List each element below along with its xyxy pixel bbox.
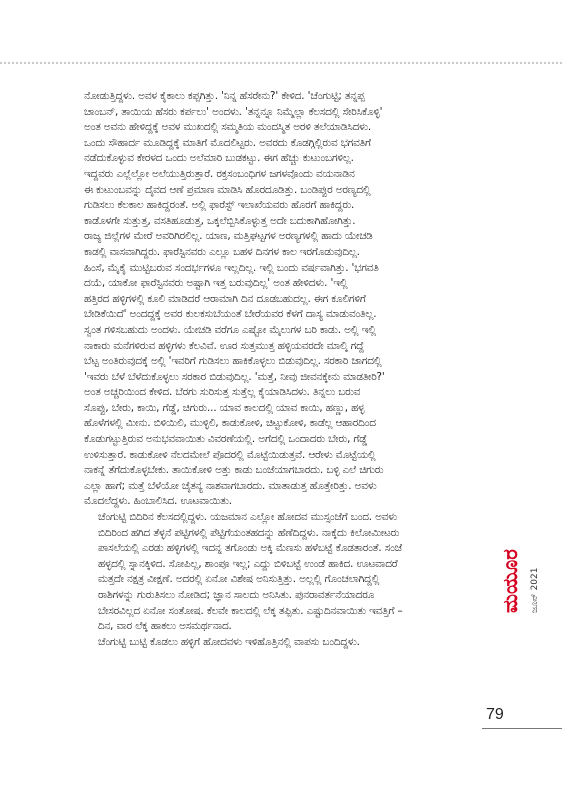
text-line: ಗುಡಿಸಲು ಕೆಲಕಾಲ ಹಾಕಿದ್ದರಂತೆ. ಅಲ್ಲಿ ಫಾರೆಸ್ಟ್ ಇಲಾಖೆಯವರು ಹೊರಗೆ ಹಾಕಿದ್ದರು. <box>84 199 355 212</box>
text-line: ಎಲ್ಲಾ ಹಾಗೆ; ಮತ್ತೆ ಬೆಳೆಯೋ ಚೈತನ್ಯ ನಾಶವಾಗಬಾರದು. ಮಾತಾಡುತ್ತ ಹೊತ್ತೇರಿತ್ತು. ಅವಳು <box>84 479 377 492</box>
text-line: ಚೆಂಗುಟ್ಟಿ ಬಿದಿರಿನ ಕೆಲಸದಲ್ಲಿದ್ದಳು. ಯಜಮಾನ ಎಲ್ಲೋ ಹೋದವ ಮುಸ್ಸಂಜೆಗೆ ಬಂದ. ಅವಳು <box>98 511 398 524</box>
text-line: ಬಿದಿರಿಂದ ಹಗಿದ ತೆಳ್ಳನೆ ಪಟ್ಟಿಗಳಲ್ಲಿ ಪೆಟ್ಟಿಗೆಯಂತಹದನ್ನು ಹೆಣೆದಿದ್ದಳು. ನಾಕ್ಕೆದು ಕಿಲೋಮೀಟರು <box>98 526 400 539</box>
text-line: ರಾಜ್ಯ ಜಿಲ್ಲೆಗಳ ಮೇರೆ ಅವರಿಗಿರಲಿಲ್ಲ. ಯಾಣ, ಮತ್ತಿಘಟ್ಟಗಳ ಅರಣ್ಯಗಳಲ್ಲಿ ಹಾದು ಯೇಚಡಿ <box>84 230 373 243</box>
text-line: ನಾಕಾರು ಮನೆಗಳಿರುವ ಹಳ್ಳಿಗಳು ಕೆಲವಿವೆ. ಊರ ಸುತ್ತಮುತ್ತ ಹಳ್ಳಿಯವರದೇ ಮಾಲ್ಕಿ ಗದ್ದೆ <box>84 339 364 352</box>
top-dotted-rule <box>0 62 562 64</box>
text-line: ನಾಕನ್ನೆ ತೆಗೆದುಕೊಳ್ಳಬೇಕು. ತಾಯಿಕೋಳಿ ಅತ್ತು ಕಾಡು ಬಂಜೆಯಾಗಬಾರದು. ಬಳ್ಳಿ ಎಲೆ ಚಿಗುರು <box>84 464 384 477</box>
text-line: ಅಂತ ಅವನು ಹೇಳಿದ್ದಕ್ಕೆ ಅವಳ ಮುಖದಲ್ಲಿ ಸಮ್ಮತಿಯ ಮಂದಸ್ಮಿತ ಅರಳಿ ತಲೆಯಾಡಿಸಿದಳು. <box>84 121 372 134</box>
paragraph-2 <box>84 510 488 635</box>
text-line: ಚಾಂಬನ್, ತಾಯಿಯ ಹೆಸರು ಕರ್ಪಲು' ಅಂದಳು. 'ತನ್ನನ್ನೂ ನಿಮ್ಮೆಲ್ಲಾ ಕೆಲಸದಲ್ಲಿ ಸೇರಿಸಿಕೊಳ್ಳಿ' <box>84 105 383 118</box>
text-line: ಬೇಡಿಕೆಯಿದೆ' ಅಂದದ್ದಕ್ಕೆ ಅವರ ಕುಲಕಸುಬೆಯಂತೆ ಬೇರೆಯವರ ಕೆಳಗೆ ದಾಸ್ಯ ಮಾಡುವಂತಿಲ್ಲ. <box>84 308 377 321</box>
text-line: ದಿನ, ವಾರ ಲೆಕ್ಕ ಹಾಕಲು ಅಸಮರ್ಥನಾದ. <box>98 620 232 633</box>
text-line: ಮತ್ತದೇ ನಕ್ಷತ್ರ ವೀಕ್ಷಣೆ. ಅದರಲ್ಲಿ ಏನೋ ವಿಶೇಷ ಅನಿಸುತ್ತಿತ್ತು. ಅಲ್ಲಲ್ಲಿ ಗೊಂಚಲಾಗಿದ್ದಲ್ಲಿ <box>98 573 380 586</box>
page-number: 79 <box>486 706 504 723</box>
page-number-rule <box>482 728 562 729</box>
text-line: ಕಾಡಲ್ಲಿ ವಾಸವಾಗಿದ್ದರು. ಫಾರೆಸ್ಟಿನವರು ಎಲ್ಲೂ ಬಹಳ ದಿನಗಳ ಕಾಲ ಇರಗೊಡುವುದಿಲ್ಲ. <box>84 245 360 258</box>
magazine-logo: ಮಯೂರ <box>498 549 522 613</box>
text-line: ರಾಶಿಗಳನ್ನು ಗುರುತಿಸಲು ನೋಡಿದ; ಜ್ಞಾನ ಸಾಲದು ಅನಿಸಿತು. ಪುನರಾವರ್ತನೆಯಾದರೂ <box>98 589 375 601</box>
magazine-side-mark <box>497 549 547 675</box>
article-body <box>84 89 488 650</box>
text-line: ನೋಡುತ್ತಿದ್ದಳು. ಅವಳ ಕೈಕಾಲು ಕಪ್ಪಗಿತ್ತು. 'ನಿನ್ನ ಹೆಸರೇನು?' ಕೇಳಿದ. 'ಚೆಂಗುಟ್ಟಿ; ತನ್ನಪ್ಪ <box>84 90 365 102</box>
text-line: ಉಳಿಸುತ್ತಾರೆ. ಕಾಡುಕೋಳಿ ನೆಲದಮೇಲೆ ಪೊದರಲ್ಲಿ ಮೊಟ್ಟೆಯಿಡುತ್ತವೆ. ಆರೇಳು ಮೊಟ್ಟೆಯಲ್ಲಿ <box>84 448 376 461</box>
text-line: ಕೊಡುಗಟ್ಟುತ್ತಿರುವ ಅನುಭವವಾಯಿತು ವಿವರಣೆಯಲ್ಲಿ. ಅಗೆದಲ್ಲಿ ಒಂದಾದರು ಬೇರು, ಗೆಡ್ಡೆ <box>84 433 368 446</box>
text-line: ಮೊದಲೆದ್ದಳು. ಹಿಂಬಾಲಿಸಿದ. ಊಟವಾಯಿತು. <box>84 495 232 508</box>
text-line: ಹಳ್ಳದಲ್ಲಿ ಸ್ನಾನಕ್ಕಿಳಿದ. ಸೋಪಿಲ್ಲ, ಶಾಂಪೂ ಇಲ್ಲ; ಎದ್ದು ಬಿಳಿಬಟ್ಟೆ ಉಂಡೆ ಹಾಕಿದ. ಊಟವಾದರೆ <box>98 557 398 570</box>
text-line: ಸ್ವಂತ ಗಳಿಸಬಹುದು ಅಂದಳು. ಯೇಚಡಿ ವರೆಗೂ ಎಷ್ಟೋ ಮೈಲುಗಳ ಬರಿ ಕಾಡು. ಅಲ್ಲಿ ಇಲ್ಲಿ <box>84 323 376 336</box>
text-line: ಬೇಸರವಿಲ್ಲದ ಏನೋ ಸಂತೋಷ. ಕೆಲವೇ ಕಾಲದಲ್ಲಿ ಲೆಕ್ಕ ತಪ್ಪಿತು. ಎಷ್ಟುದಿನವಾಯಿತು ಇವತ್ತಿಗೆ – <box>98 604 403 617</box>
text-line: ಈ ಕುಟುಂಬವನ್ನು ದೈವದ ಆಣೆ ಪ್ರಮಾಣ ಮಾಡಿಸಿ ಹೊರದೂಡಿತ್ತು. ಬಂಡಿಪ್ಪುರ ಅರಣ್ಯದಲ್ಲಿ <box>84 183 371 196</box>
text-line: ಹಿಂಸೆ, ಮೈಕೈ ಮುಟ್ಟಿಬರುವ ಸಂದರ್ಭಗಳೂ ಇಲ್ಲದಿಲ್ಲ. ಇಲ್ಲಿ ಬಂದು ವರ್ಷವಾಗಿತ್ತು. 'ಭಗವತಿ <box>84 261 379 274</box>
text-line: ನಡೆದುಕೊಳ್ಳುವ ಕೇರಳದ ಒಂದು ಅಲೆಮಾರಿ ಬುಡಕಟ್ಟು. ಈಗ ಹೆಚ್ಚು ಕುಟುಂಬಗಳಿಲ್ಲ. <box>84 152 354 165</box>
text-line: 'ಇವರು ಬೆಳೆ ಬೆಳೆದುಕೊಳ್ಳಲು ಸರಕಾರ ಬಿಡುವುದಿಲ್ಲ. 'ಮತ್ತೆ, ನೀವು ಜೀವನಕ್ಕೇನು ಮಾಡತೀರಿ?' <box>84 370 385 383</box>
text-line: ಅಂತ ಅಚ್ಚರಿಯಿಂದ ಕೇಳಿದ. ಬೆರಗು ಸುರಿಸುತ್ತ ಸುತ್ತೆಲ್ಲ ಕೈಯಾಡಿಸಿದಳು. ತಿನ್ನಲು ಬರುವ <box>84 386 361 399</box>
text-line: ಬೆಟ್ಟ ಅಂತಿರುವುದಕ್ಕೆ ಅಲ್ಲಿ 'ಇವರಿಗೆ ಗುಡಿಸಲು ಹಾಕಿಕೊಳ್ಳಲು ಬಿಡುವುದಿಲ್ಲ. ಸರಕಾರಿ ಜಾಗದಲ್ಲಿ <box>84 355 382 368</box>
text-line: ಪಾಸಲೆಯಲ್ಲಿ ಎರಡು ಹಳ್ಳಿಗಳಲ್ಲಿ ಇದನ್ನ ತಗೊಂಡು ಅಕ್ಕಿ ಮೆಣಸು ಹಳೆಬಟ್ಟೆ ಕೊಡತಾರಂತೆ. ಸಂಜೆ <box>98 542 402 555</box>
text-line: ಒಂದು ಸೌಹಾರ್ದ ಮೂಡಿದ್ದಕ್ಕೆ ಮಾತಿಗೆ ಮೊದಲಿಟ್ಟರು. ಅವರದು ಕೊಡಗ್ಗಿಲ್ಲಿರುವ ಭಗವತಿಗೆ <box>84 136 371 149</box>
paragraph-3 <box>84 635 488 651</box>
text-line: ಕಾಡೊಳಗೇ ಸುತ್ತುತ್ತ, ವಸತಿಹೂಡುತ್ತ, ಒಕ್ಕಲೆಬ್ಬಿಸಿಕೊಳ್ಳುತ್ತ ಅದೇ ಬದುಕಾಗಿಹೋಗಿತ್ತು. <box>84 214 356 227</box>
text-line: ಇದ್ದವರು ಎಲ್ಲೆಲ್ಲೋ ಅಲೆಯುತ್ತಿರುತ್ತಾರೆ. ರಕ್ತಸಂಬಂಧಿಗಳ ಜಗಳವೊಂದು ವಯನಾಡಿನ <box>84 167 355 180</box>
issue-date: ಜೂನ್ 2021 <box>530 567 540 613</box>
text-line: ಹೊಳೆಗಳಲ್ಲಿ ಮೀನು. ಬಿಳಿಯಿಲಿ, ಮುಳ್ಳಿಲಿ, ಕಾಡುಕೋಳಿ, ಚಿಟ್ಟುಕೋಳಿ, ಕಾಡೆಲ್ಲ ಆಹಾರದಿಂದ <box>84 417 376 430</box>
text-line: ದಯೆ, ಯಾಕೋ ಫಾರೆಸ್ಟಿನವರು ಅಷ್ಟಾಗಿ ಇತ್ತ ಬರುವುದಿಲ್ಲ' ಅಂತ ಹೇಳಿದಳು. 'ಇಲ್ಲಿ <box>84 277 348 290</box>
text-line: ಹತ್ತಿರದ ಹಳ್ಳಿಗಳಲ್ಲಿ ಕೂಲಿ ಮಾಡಿದರೆ ಆರಾಮಾಗಿ ದಿನ ದೂಡಬಹುದಲ್ಲ. ಈಗ ಕೂಲಿಗಳಿಗೆ <box>84 292 366 305</box>
paragraph-1 <box>84 89 488 510</box>
text-line: ಸೊಪ್ಪು, ಬೇರು, ಕಾಯಿ, ಗೆಡ್ಡೆ, ಚಿಗುರು... ಯಾವ ಕಾಲದಲ್ಲಿ ಯಾವ ಕಾಯಿ, ಹಣ್ಣು, ಹಳ್ಳ <box>84 401 365 414</box>
text-line: ಚೆಂಗುಟ್ಟಿ ಬುಟ್ಟಿ ಕೊಡಲು ಹಳ್ಳಿಗೆ ಹೋದವಳು ಇಳಿಹೊತ್ತಿನಲ್ಲಿ ವಾಪಸು ಬಂದಿದ್ದಳು. <box>98 635 360 648</box>
